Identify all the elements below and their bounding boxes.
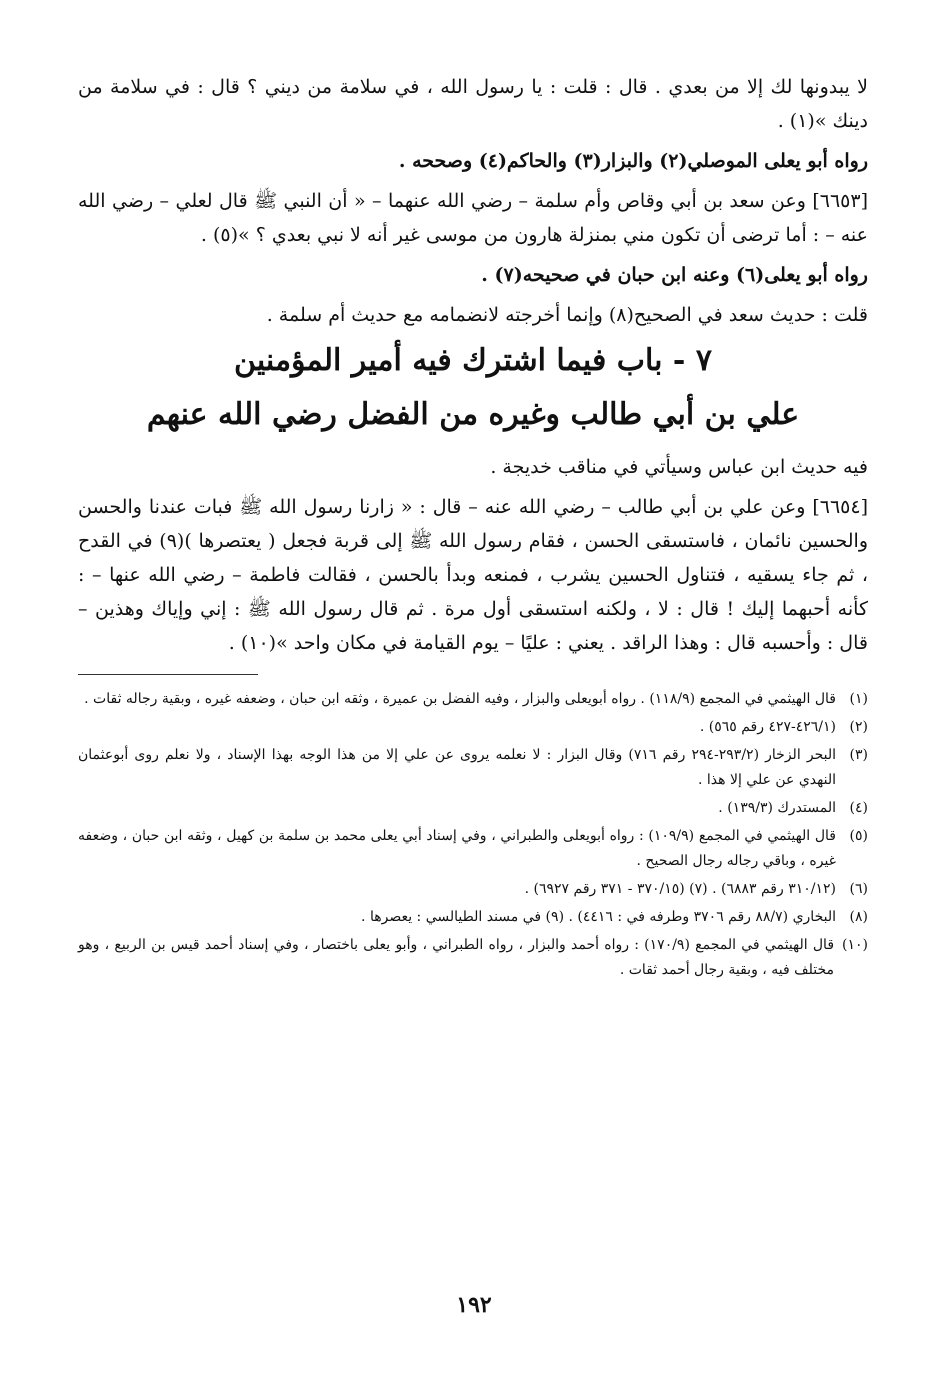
footnote [78, 877, 868, 902]
footnote-number: (٣) [849, 747, 868, 763]
page-body [78, 70, 868, 986]
footnote [78, 933, 868, 983]
footnote [78, 687, 868, 712]
footnote [78, 824, 868, 874]
footnote-text: (٤٢٦/١-٤٢٧ رقم ٥٦٥) . [699, 719, 836, 735]
footnote-number: (٢) [849, 719, 868, 735]
footnote-text: قال الهيثمي في المجمع (١٧٠/٩) : رواه أحمد والبزار ، رواه الطبراني ، وأبو يعلى باختصار ، وفي إسناد أحمد قيس بن الربيع ، وهو مختلف فيه ، وبقية رجال أحمد ثقات . [78, 937, 835, 978]
footnote-number: (٨) [849, 909, 868, 925]
footnote-divider [78, 674, 258, 675]
hadith-6653: [٦٦٥٣] وعن سعد بن أبي وقاص وأم سلمة – رضي الله عنهما – « أن النبي ﷺ قال لعلي – رضي الله عنه – : أما ترضى أن تكون مني بمنزلة هارون من موسى غير أنه لا نبي بعدي ؟ »(٥) . [78, 190, 868, 246]
footnote [78, 743, 868, 793]
footnote-number: (٥) [849, 828, 868, 844]
footnote [78, 796, 868, 821]
footnote [78, 905, 868, 930]
chapter-heading-line-2: علي بن أبي طالب وغيره من الفضل رضي الله عنهم [146, 397, 800, 432]
author-comment: قلت : حديث سعد في الصحيح(٨) وإنما أخرجته لانضمامه مع حديث أم سلمة . [266, 304, 868, 326]
footnote-number: (٤) [849, 800, 868, 816]
footnote-text: البحر الزخار (٢٩٣/٢-٢٩٤ رقم ٧١٦) وقال البزار : لا نعلمه يروى عن علي إلا من هذا الوجه بهذا الإسناد ، ولا نعلم روى أبوعثمان النهدي عن علي إلا هذا . [78, 747, 836, 788]
narration-2: رواه أبو يعلى(٦) وعنه ابن حبان في صحيحه(٧) . [481, 264, 868, 286]
footnotes [78, 687, 868, 983]
chapter-heading-line-1: ٧ - باب فيما اشترك فيه أمير المؤمنين [234, 343, 712, 378]
footnote [78, 715, 868, 740]
page-number: ١٩٢ [456, 1292, 492, 1318]
footnote-number: (٦) [849, 881, 868, 897]
footnote-text: (٣١٠/١٢ رقم ٦٨٨٣) . (٧) (٣٧٠/١٥ - ٣٧١ رقم ٦٩٢٧) . [524, 881, 836, 897]
chapter-intro: فيه حديث ابن عباس وسيأتي في مناقب خديجة . [490, 456, 868, 478]
footnote-number: (١) [849, 691, 868, 707]
paragraph-1: لا يبدونها لك إلا من بعدي . قال : قلت : يا رسول الله ، في سلامة من ديني ؟ قال : في سلامة من دينك »(١) . [78, 76, 868, 132]
footnote-text: قال الهيثمي في المجمع (١٠٩/٩) : رواه أبويعلى والطبراني ، وفي إسناد أبي يعلى محمد بن سلمة بن كهيل ، وثقه ابن حبان ، وضعفه غيره ، وباقي رجاله رجال الصحيح . [78, 828, 837, 869]
footnote-text: البخاري (٨٨/٧ رقم ٣٧٠٦ وطرفه في : ٤٤١٦) . (٩) في مسند الطيالسي : يعصرها . [361, 909, 836, 925]
footnote-number: (١٠) [842, 937, 868, 953]
hadith-6654: [٦٦٥٤] وعن علي بن أبي طالب – رضي الله عنه – قال : « زارنا رسول الله ﷺ فبات عندنا والحسن والحسين نائمان ، فاستسقى الحسن ، فقام رسول الله ﷺ إلى قربة فجعل ( يعتصرها )(٩) في القدح ، ثم جاء يسقيه ، فتناول الحسين يشرب ، فمنعه وبدأ بالحسن ، فقالت فاطمة – رضي الله عنها – : كأنه أحبهما إليك ! قال : لا ، ولكنه استسقى أول مرة . ثم قال رسول الله ﷺ : إني وإياك وهذين – قال : وأحسبه قال : وهذا الراقد . يعني : عليًا – يوم القيامة في مكان واحد »(١٠) . [78, 496, 869, 654]
narration-1: رواه أبو يعلى الموصلي(٢) والبزار(٣) والحاكم(٤) وصححه . [398, 150, 868, 172]
footnote-text: المستدرك (١٣٩/٣) . [718, 800, 836, 816]
footnote-text: قال الهيثمي في المجمع (١١٨/٩) . رواه أبويعلى والبزار ، وفيه الفضل بن عميرة ، وثقه ابن حبان ، وضعفه غيره ، وبقية رجاله ثقات . [84, 691, 836, 707]
